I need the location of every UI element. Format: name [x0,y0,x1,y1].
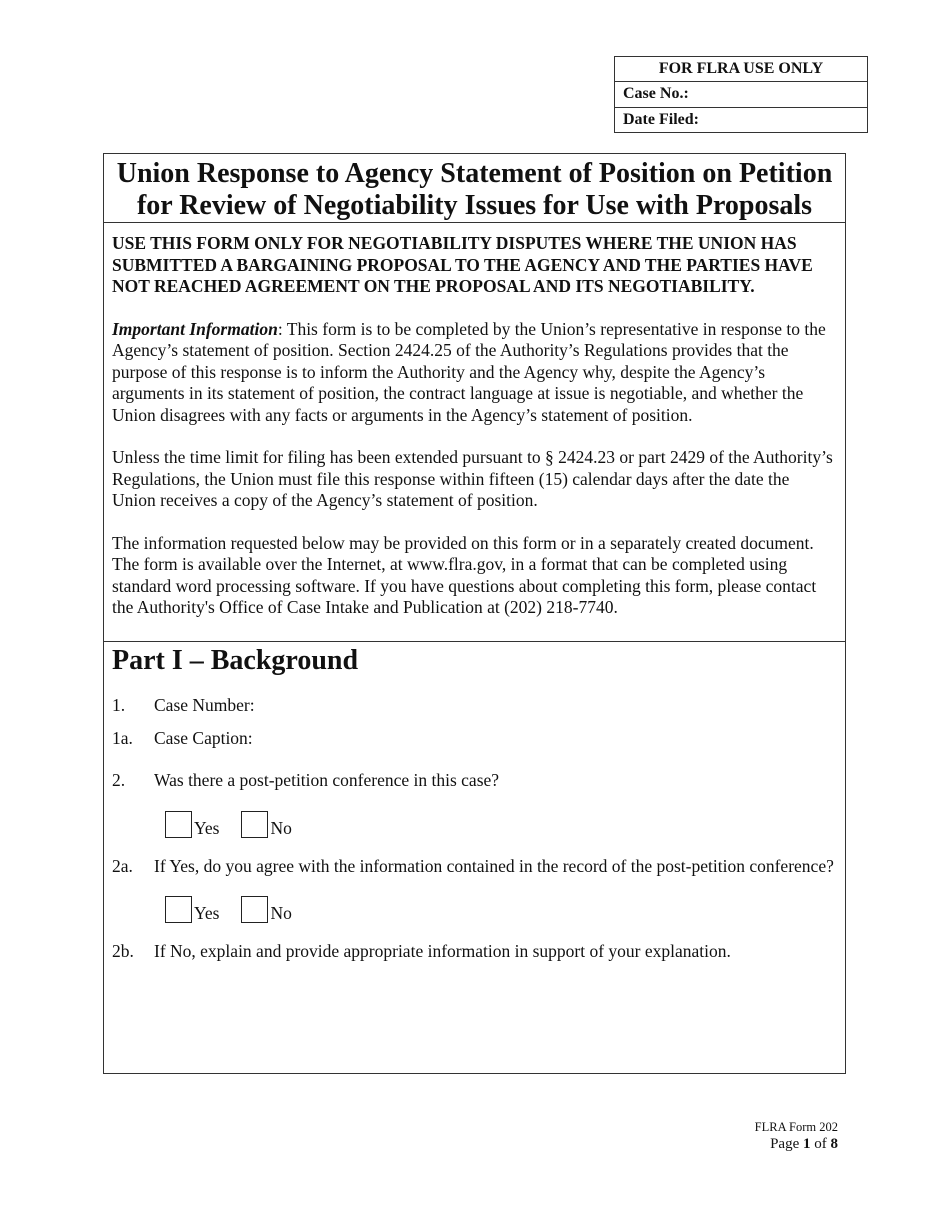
date-filed-field: Date Filed: [615,107,867,133]
question-2 [112,770,837,792]
q2a-yes-option[interactable] [165,896,219,923]
page-of: of [810,1136,831,1152]
form-title-line1: Union Response to Agency Statement of Position on Petition [116,158,833,189]
question-2a-number: 2a. [112,855,133,876]
part1-section [104,645,845,963]
q2a-no-label: No [270,903,292,923]
page-number [755,1136,838,1153]
instructions-section [104,223,845,642]
explain-instruction: If No, explain and provide appropriate information in support of your explanation. [154,941,731,961]
q2-yes-checkbox[interactable] [165,811,192,838]
question-1a [112,728,837,750]
important-info-paragraph [112,319,837,427]
q2-no-checkbox[interactable] [241,811,268,838]
q2-yes-label: Yes [194,817,220,838]
q2-yes-option[interactable] [165,811,219,838]
question-2-number: 2. [112,770,126,790]
case-no-field: Case No.: [615,81,867,107]
q2-no-label: No [270,817,292,838]
question-1-number: 1. [112,695,126,715]
time-limit-paragraph: Unless the time limit for filing has been extended pursuant to § 2424.23 or part 2429 of the Authority’s Regulations, the Union must file this response within fifteen (15) calendar days after the date the Union receives a copy of the Agency’s statement of position. [112,447,833,510]
question-2-options [165,811,837,838]
question-2a [112,856,837,878]
q2a-no-checkbox[interactable] [241,896,268,923]
caps-notice: USE THIS FORM ONLY FOR NEGOTIABILITY DISPUTES WHERE THE UNION HAS SUBMITTED A BARGAINING PROPOSAL TO THE AGENCY AND THE PARTIES HAVE NOT REACHED AGREEMENT ON THE PROPOSAL AND ITS NEGOTIABILITY. [112,233,813,296]
info-paragraph: The information requested below may be provided on this form or in a separately created document. The form is available over the Internet, at www.flra.gov, in a format that can be completed using standard word processing software. If you have questions about completing this form, please contact the Authority's Office of Case Intake and Publication at (202) 218-7740. [112,532,817,617]
q2-no-option[interactable] [241,811,291,838]
question-1a-number: 1a. [112,727,133,748]
q2a-no-option[interactable] [241,896,291,923]
important-info-label: Important Information [112,318,278,339]
part1-title: Part I – Background [112,645,359,676]
form-title-line2: for Review of Negotiability Issues for Use with Proposals [136,190,813,221]
form-body [103,153,846,1074]
page-word: Page [770,1136,803,1152]
flra-use-only-box [614,56,868,133]
q2a-yes-label: Yes [194,903,220,923]
agree-question: If Yes, do you agree with the information contained in the record of the post-petition conference? [154,855,834,876]
form-title [104,154,845,223]
case-caption-label: Case Caption: [154,727,253,748]
use-box-header: FOR FLRA USE ONLY [658,60,824,77]
question-1 [112,695,837,717]
page-total: 8 [830,1136,838,1152]
important-info-text: : This form is to be completed by the Union’s representative in response to the Agency’s statement of position. Section 2424.25 of the Authority’s Regulations provides that the purpose of this response is to inform the Authority and the Agency why, despite the Agency’s arguments in its statement of position, the contract language at issue is negotiable, and whether the Union disagrees with any facts or arguments in the Agency’s statement of position. [112,318,826,425]
conference-question: Was there a post-petition conference in this case? [154,770,500,790]
question-2b [112,941,837,963]
page-current: 1 [803,1136,811,1152]
page-footer [755,1119,838,1153]
case-number-label: Case Number: [154,695,255,715]
question-2b-number: 2b. [112,941,134,961]
q2a-yes-checkbox[interactable] [165,896,192,923]
question-2a-options [165,896,837,923]
form-name: FLRA Form 202 [754,1120,838,1134]
